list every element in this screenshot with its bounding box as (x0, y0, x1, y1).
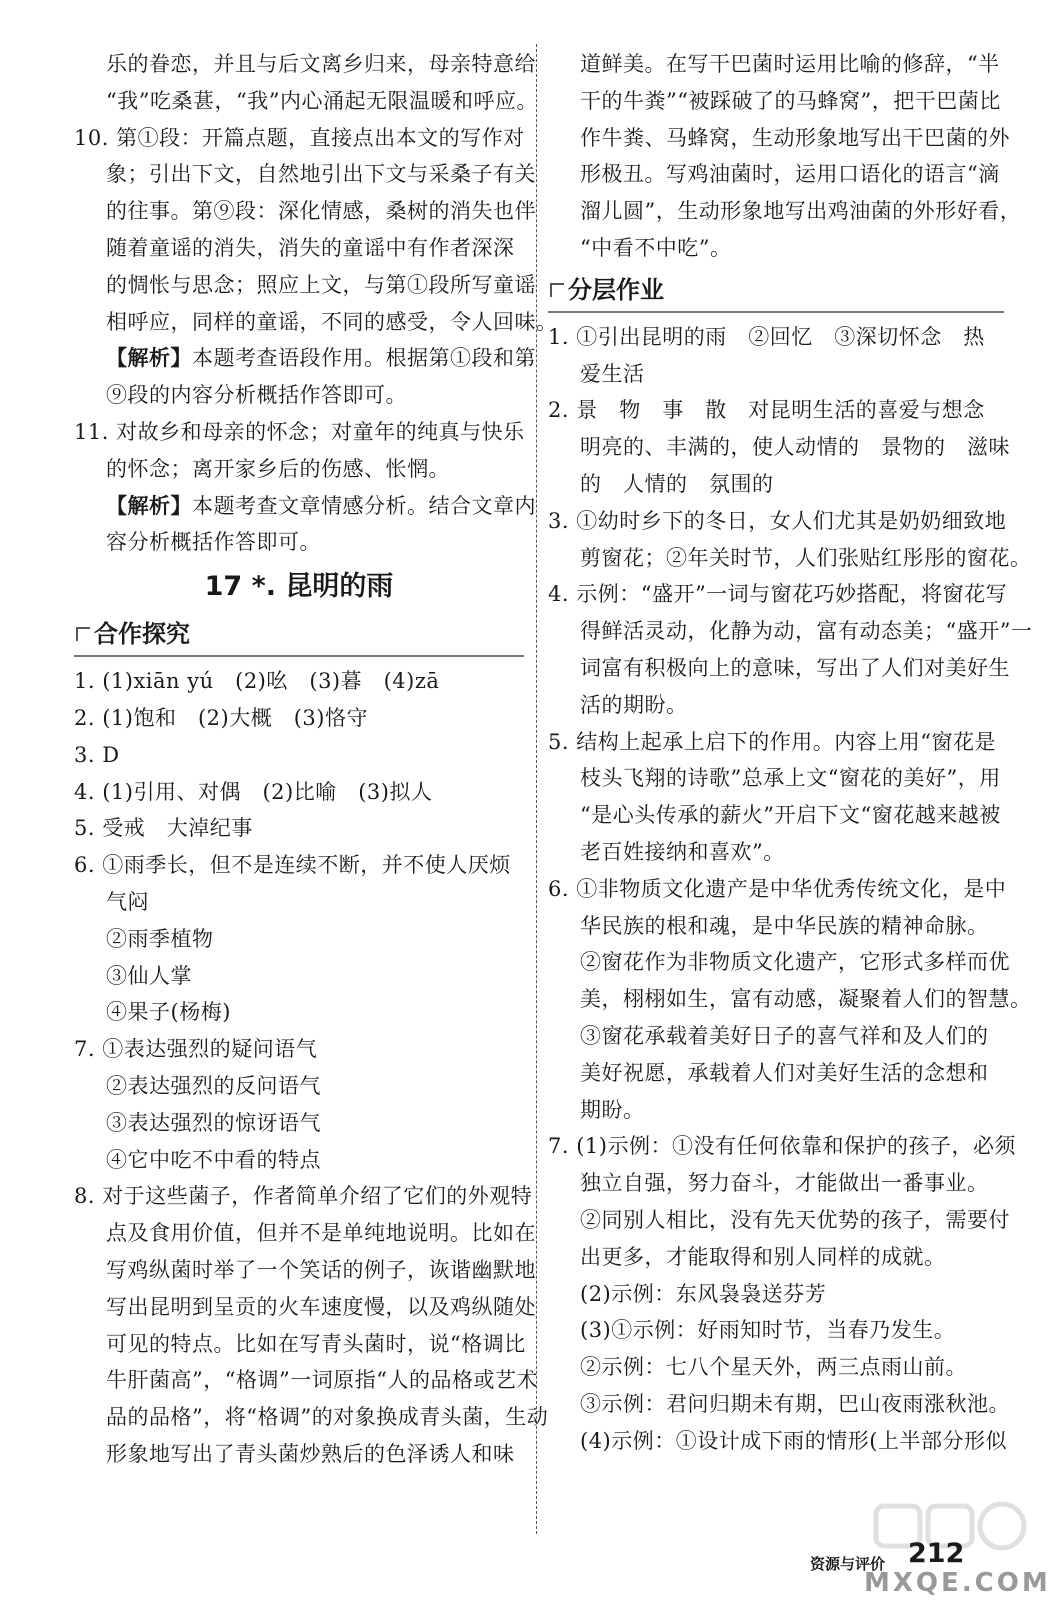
section-title: 合作探究 (94, 620, 190, 649)
answer-line: 2. (1)饱和 (2)大概 (3)恪守 (74, 705, 368, 730)
text-line: 的往事。第⑨段：深化情感，桑树的消失也伴 (106, 199, 536, 224)
text-line: 枝头飞翔的诗歌”总承上文“窗花的美好”，用 (580, 766, 1001, 791)
answer-line: 10. 第①段：开篇点题，直接点出本文的写作对 (74, 125, 525, 150)
text-line: ⑨段的内容分析概括作答即可。 (106, 383, 407, 408)
text-line: 老百姓接纳和喜欢”。 (580, 839, 785, 864)
text-line: 写鸡纵菌时举了一个笑话的例子，诙谐幽默地 (106, 1257, 536, 1282)
chapter-title: 17 *. 昆明的雨 (204, 571, 394, 603)
text-line: 词富有积极向上的意味，写出了人们对美好生 (580, 655, 1010, 680)
text-line: 剪窗花；②年关时节，人们张贴红彤彤的窗花。 (580, 545, 1032, 570)
text-line: 容分析概括作答即可。 (106, 530, 321, 555)
text-line: 得鲜活灵动，化静为动，富有动态美；“盛开”一 (580, 619, 1033, 644)
text-line: 的 人情的 氛围的 (580, 471, 774, 496)
text-line: 相呼应，同样的童谣，不同的感受，令人回味。 (106, 309, 558, 334)
text-line: 爱生活 (580, 361, 645, 386)
text-line: ②表达强烈的反问语气 (106, 1073, 321, 1098)
text-line: 形象地写出了青头菌炒熟后的色泽诱人和味 (106, 1441, 515, 1466)
analysis-text: 本题考查文章情感分析。结合文章内 (192, 493, 536, 518)
text-line: 作牛粪、马蜂窝，生动形象地写出干巴菌的外 (580, 125, 1010, 150)
text-line: 明亮的、丰满的，使人动情的 景物的 滋味 (580, 435, 1010, 460)
text-line: 的怀念；离开家乡后的伤感、怅惘。 (106, 456, 450, 481)
answer-line: 1. ①引出昆明的雨 ②回忆 ③深切怀念 热 (548, 324, 985, 349)
text-line: (4)示例：①设计成下雨的情形(上半部分形似 (580, 1428, 1007, 1453)
text-line: 牛肝菌高”，“格调”一词原指“人的品格或艺术 (106, 1368, 538, 1393)
footer-label: 资源与评价 (810, 1555, 886, 1573)
text-line: 乐的眷恋，并且与后文离乡归来，母亲特意给 (106, 52, 536, 76)
answer-line: 6. ①雨季长，但不是连续不断，并不使人厌烦 (74, 853, 511, 878)
text-line: 写出昆明到呈贡的火车速度慢，以及鸡纵随处 (106, 1294, 536, 1319)
text-line: 华民族的根和魂，是中华民族的精神命脉。 (580, 913, 989, 938)
analysis-line (74, 340, 536, 377)
watermark-text: MXQE.COM (864, 1568, 1051, 1598)
text-line: “我”吃桑葚，“我”内心涌起无限温暖和呼应。 (106, 88, 538, 113)
corner-arrow-icon (76, 627, 90, 641)
answer-line: 8. 对于这些菌子，作者简单介绍了它们的外观特 (74, 1184, 533, 1209)
answer-line: 4. 示例：“盛开”一词与窗花巧妙搭配，将窗花写 (548, 582, 1008, 607)
answer-line: 4. (1)引用、对偶 (2)比喻 (3)拟人 (74, 779, 433, 804)
text-line: 形极丑。写鸡油菌时，运用口语化的语言“滴 (580, 162, 1000, 187)
text-line: ③表达强烈的惊讶语气 (106, 1110, 321, 1135)
column-divider (536, 44, 537, 1534)
text-line: 品的品格”，将“格调”的对象换成青头菌，生动 (106, 1405, 549, 1430)
text-line: 可见的特点。比如在写青头菌时，说“格调比 (106, 1331, 526, 1356)
page-number: 212 (908, 1538, 965, 1569)
text-line: ③窗花承载着美好日子的喜气祥和及人们的 (580, 1023, 989, 1048)
text-line: (3)①示例：好雨知时节，当春乃发生。 (580, 1318, 956, 1343)
answer-line: 2. 景 物 事 散 对昆明生活的喜爱与想念 (548, 398, 985, 423)
answer-line: 3. ①幼时乡下的冬日，女人们尤其是奶奶细致地 (548, 508, 1007, 533)
text-line: 象；引出下文，自然地引出下文与采桑子有关 (106, 162, 536, 187)
text-line: 随着童谣的消失，消失的童谣中有作者深深 (106, 235, 515, 260)
text-line: 气闷 (106, 889, 149, 914)
answer-line: 5. 受戒 大淖纪事 (74, 816, 253, 841)
answer-line: 5. 结构上起承上启下的作用。内容上用“窗花是 (548, 729, 996, 754)
answer-line: 7. (1)示例：①没有任何依靠和保护的孩子，必须 (548, 1134, 1016, 1159)
text-line: 点及食用价值，但并不是单纯地说明。比如在 (106, 1221, 536, 1246)
text-line: ②示例：七八个星天外，两三点雨山前。 (580, 1355, 967, 1380)
section-header (548, 271, 1004, 313)
text-line: 美好祝愿，承载着人们对美好生活的念想和 (580, 1060, 989, 1085)
answer-line: 3. D (74, 742, 120, 767)
section-header (74, 615, 524, 657)
text-line: ④果子(杨梅) (106, 1000, 231, 1025)
right-column (548, 46, 1033, 1459)
text-line: 期盼。 (580, 1097, 645, 1122)
analysis-tag: 【解析】 (106, 493, 192, 518)
text-line: ②雨季植物 (106, 926, 214, 951)
text-line: 的惆怅与思念；照应上文，与第①段所写童谣 (106, 272, 536, 297)
text-line: 独立自强，努力奋斗，才能做出一番事业。 (580, 1171, 989, 1196)
answer-line: 6. ①非物质文化遗产是中华优秀传统文化，是中 (548, 876, 1007, 901)
text-line: 干的牛粪”“被踩破了的马蜂窝”，把干巴菌比 (580, 88, 1001, 113)
text-line: (2)示例：东风袅袅送芬芳 (580, 1281, 827, 1306)
analysis-tag: 【解析】 (106, 346, 192, 371)
text-line: 溜儿圆”，生动形象地写出鸡油菌的外形好看， (580, 199, 1022, 224)
text-line: 美，栩栩如生，富有动感，凝聚着人们的智慧。 (580, 987, 1032, 1012)
text-line: ③仙人掌 (106, 963, 192, 988)
text-line: 活的期盼。 (580, 692, 688, 717)
left-column (74, 46, 558, 1473)
text-line: ②窗花作为非物质文化遗产，它形式多样而优 (580, 950, 1010, 975)
text-line: ②同别人相比，没有先天优势的孩子，需要付 (580, 1207, 1010, 1232)
answer-line: 7. ①表达强烈的疑问语气 (74, 1037, 318, 1062)
analysis-line (74, 488, 536, 525)
text-line: ③示例：君问归期未有期，巴山夜雨涨秋池。 (580, 1391, 1010, 1416)
text-line: ④它中吃不中看的特点 (106, 1147, 321, 1172)
text-line: 出更多，才能取得和别人同样的成就。 (580, 1244, 946, 1269)
analysis-text: 本题考查语段作用。根据第①段和第 (192, 346, 536, 371)
text-line: 道鲜美。在写干巴菌时运用比喻的修辞，“半 (580, 52, 1000, 76)
section-title: 分层作业 (568, 275, 664, 304)
text-line: “中看不中吃”。 (580, 235, 732, 260)
corner-arrow-icon (550, 283, 564, 297)
text-line: “是心头传承的薪火”开启下文“窗花越来越被 (580, 803, 1001, 828)
answer-line: 11. 对故乡和母亲的怀念；对童年的纯真与快乐 (74, 419, 525, 444)
answer-line: 1. (1)xiān yú (2)吆 (3)暮 (4)zā (74, 669, 440, 694)
